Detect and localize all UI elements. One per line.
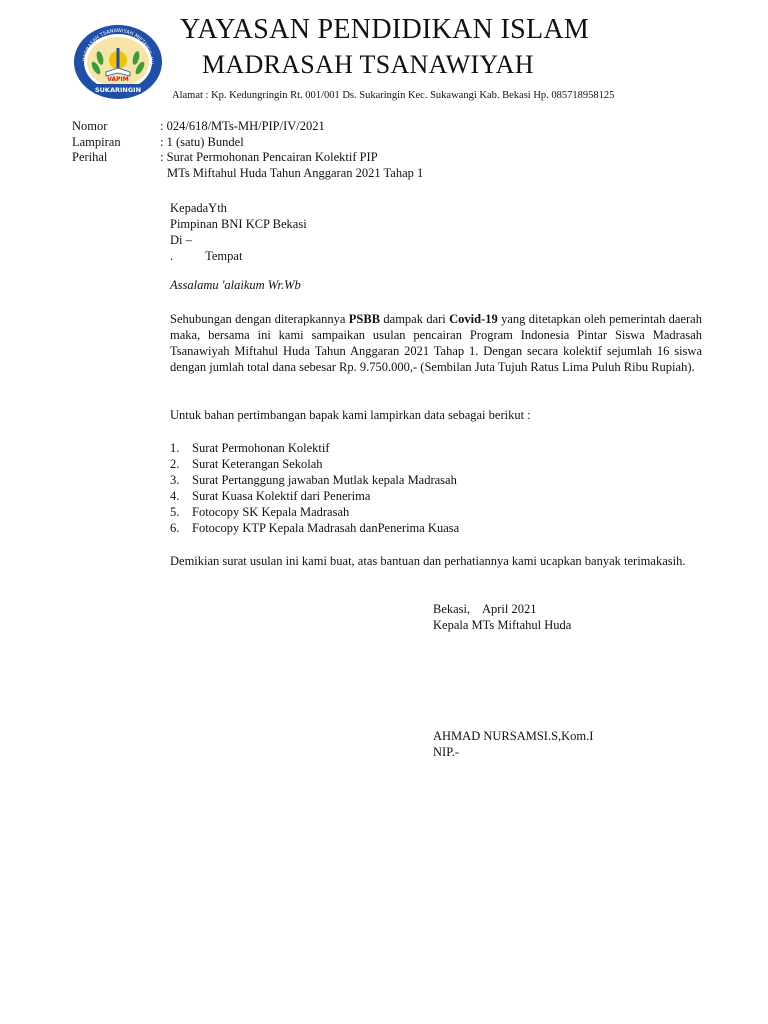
recipient-dot: . [170, 249, 174, 263]
paragraph-intro [170, 311, 702, 375]
paragraph-attachments-intro: Untuk bahan pertimbangan bapak kami lampirkan data sebagai berikut : [170, 408, 531, 422]
recipient-line-3: Di – [170, 233, 192, 247]
meta-row-perihal-cont [72, 166, 423, 182]
closing-paragraph: Demikian surat usulan ini kami buat, atas bantuan dan perhatiannya kami ucapkan banyak terimakasih. [170, 554, 686, 568]
list-item-text: Surat Kuasa Kolektif dari Penerima [192, 489, 371, 503]
lampiran-value: : 1 (satu) Bundel [160, 134, 244, 149]
logo-ribbon-text: SUKARINGIN [94, 86, 142, 94]
org-title: YAYASAN PENDIDIKAN ISLAM [180, 14, 590, 45]
list-item-text: Surat Permohonan Kolektif [192, 441, 330, 455]
list-item-number: 4. [170, 489, 180, 503]
signatory-nip: NIP.- [433, 745, 460, 759]
recipient-place: Tempat [205, 249, 243, 263]
para1-bold-psbb: PSBB [348, 312, 381, 326]
list-item-number: 5. [170, 505, 180, 519]
para1-part3: yang ditetapkan oleh pemerintah daerah maka, bersama ini kami sampaikan usulan pencairan Program Indonesia Pintar Siswa Madrasah Tsanawiyah Miftahul Huda Tahun Anggaran 2021 Tahap 1. Dengan secara kolektif sejumlah 16 siswa dengan jumlah total dana sebesar Rp. 9.750.000,- (Sembilan Juta Tujuh Ratus Lima Puluh Ribu Rupiah). [170, 312, 702, 374]
list-item [170, 488, 702, 504]
recipient-block [170, 200, 702, 264]
letter-meta [72, 119, 423, 181]
lampiran-label: Lampiran [72, 134, 121, 149]
nomor-value: : 024/618/MTs-MH/PIP/IV/2021 [160, 119, 325, 133]
list-item-text: Surat Keterangan Sekolah [192, 457, 323, 471]
greeting: Assalamu 'alaikum Wr.Wb [170, 278, 301, 292]
list-item-number: 6. [170, 521, 180, 535]
list-item-number: 1. [170, 441, 180, 455]
logo-arc-text: MADRASAH TSANAWIYAH MIFTAHUL HU [82, 27, 155, 65]
list-item [170, 456, 702, 472]
list-item-number: 3. [170, 473, 180, 487]
signature-block-bottom [433, 728, 593, 760]
list-item [170, 440, 702, 456]
para1-bold-covid: Covid-19 [449, 312, 498, 326]
list-item-text: Fotocopy SK Kepala Madrasah [192, 505, 350, 519]
list-item [170, 520, 702, 536]
list-item [170, 472, 702, 488]
signatory-name: AHMAD NURSAMSI.S,Kom.I [433, 729, 594, 743]
attachment-list [170, 440, 702, 536]
list-item-number: 2. [170, 457, 180, 471]
address-line: Alamat : Kp. Kedungringin Rt. 001/001 Ds. Sukaringin Kec. Sukawangi Kab. Bekasi Hp. 085718958125 [172, 90, 615, 101]
para1-part2: dampak dari [380, 312, 450, 326]
logo-label: VAPIM [107, 76, 129, 83]
list-item-text: Fotocopy KTP Kepala Madrasah danPenerima Kuasa [192, 521, 460, 535]
perihal-label: Perihal [72, 150, 108, 164]
org-subtitle: MADRASAH TSANAWIYAH [202, 50, 534, 79]
signature-block-top [433, 601, 571, 633]
perihal-value-cont: MTs Miftahul Huda Tahun Anggaran 2021 Tahap 1 [167, 165, 424, 180]
meta-row-perihal [72, 150, 423, 166]
signatory-position: Kepala MTs Miftahul Huda [433, 618, 572, 632]
recipient-line-4 [170, 248, 702, 264]
recipient-line-1: KepadaYth [170, 201, 227, 215]
place-date: Bekasi, April 2021 [433, 602, 537, 616]
list-item-text: Surat Pertanggung jawaban Mutlak kepala Madrasah [192, 473, 457, 487]
school-logo [70, 18, 166, 100]
meta-row-nomor [72, 119, 423, 135]
list-item [170, 504, 702, 520]
meta-row-lampiran [72, 135, 423, 151]
para1-part1: Sehubungan dengan diterapkannya [170, 312, 349, 326]
perihal-value: : Surat Permohonan Pencairan Kolektif PIP [160, 150, 378, 164]
recipient-line-2: Pimpinan BNI KCP Bekasi [170, 217, 307, 231]
nomor-label: Nomor [72, 119, 108, 133]
